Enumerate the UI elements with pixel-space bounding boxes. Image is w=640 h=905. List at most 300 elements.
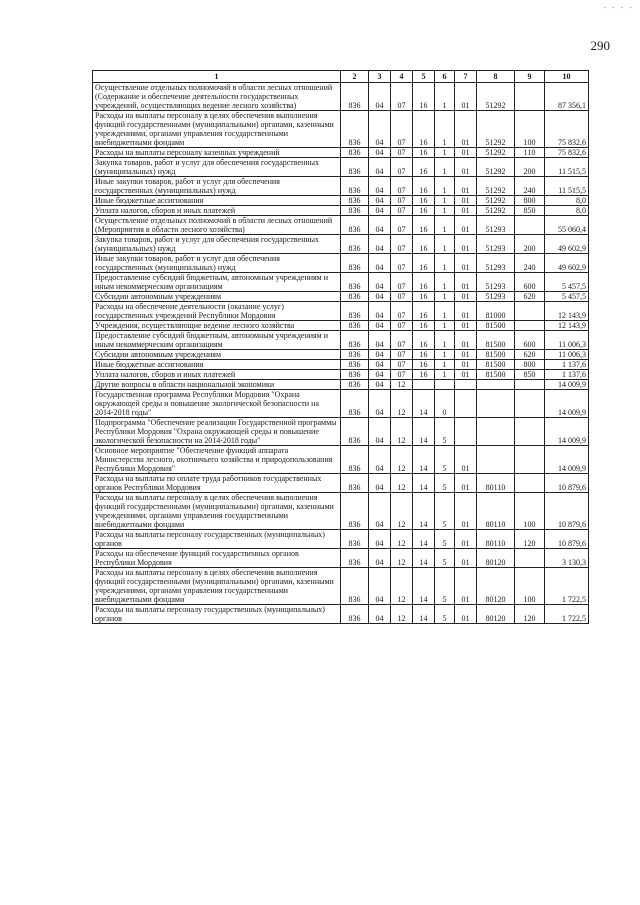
subsection-code-cell: 07 [391, 148, 413, 158]
subprogram-code-cell: 1 [435, 83, 455, 111]
subprogram-code-cell: 5 [435, 418, 455, 446]
program-code-cell: 16 [413, 360, 435, 370]
row-name-cell: Государственная программа Республики Мордовия "Охрана окружающей среды и повышение экологической безопасности на 2014-2018 годы" [93, 390, 341, 418]
direction-code-cell: 51292 [477, 196, 515, 206]
section-code-cell: 04 [369, 568, 391, 605]
page-number: 290 [590, 38, 610, 53]
program-code-cell: 14 [413, 446, 435, 474]
program-code-cell: 14 [413, 474, 435, 493]
row-name-cell: Предоставление субсидий бюджетным, автономным учреждениям и иным некоммерческим организациям [93, 331, 341, 350]
subprogram-code-cell: 5 [435, 530, 455, 549]
row-name-cell: Подпрограмма "Обеспечение реализации Государственной программы Республики Мордовия "Охрана окружающей среды и повышение экологической безопасности на 2014-2018 годы" [93, 418, 341, 446]
subprogram-code-cell: 5 [435, 446, 455, 474]
program-code-cell: 16 [413, 177, 435, 196]
table-row [93, 474, 589, 493]
activity-code-cell: 01 [455, 360, 477, 370]
expense-type-cell: 620 [515, 350, 545, 360]
ministry-code-cell: 836 [341, 273, 369, 292]
subsection-code-cell: 12 [391, 446, 413, 474]
expense-type-cell: 600 [515, 273, 545, 292]
section-code-cell: 04 [369, 158, 391, 177]
row-name-cell: Расходы на выплаты персоналу государственных (муниципальных) органов [93, 530, 341, 549]
row-name-cell: Расходы на обеспечение функций государственных органов Республики Мордовия [93, 549, 341, 568]
amount-cell: 1 722,5 [545, 605, 589, 624]
subprogram-code-cell: 0 [435, 390, 455, 418]
section-code-cell: 04 [369, 302, 391, 321]
direction-code-cell: 81500 [477, 360, 515, 370]
activity-code-cell: 01 [455, 177, 477, 196]
direction-code-cell [477, 390, 515, 418]
activity-code-cell [455, 418, 477, 446]
activity-code-cell: 01 [455, 446, 477, 474]
table-row [93, 148, 589, 158]
table-row [93, 177, 589, 196]
program-code-cell: 16 [413, 370, 435, 380]
section-code-cell: 04 [369, 605, 391, 624]
amount-cell: 12 143,9 [545, 321, 589, 331]
subprogram-code-cell: 5 [435, 493, 455, 530]
section-code-cell: 04 [369, 360, 391, 370]
subsection-code-cell: 07 [391, 360, 413, 370]
amount-cell: 75 832,6 [545, 111, 589, 148]
direction-code-cell: 51292 [477, 206, 515, 216]
ministry-code-cell: 836 [341, 380, 369, 390]
ministry-code-cell: 836 [341, 302, 369, 321]
program-code-cell: 16 [413, 158, 435, 177]
table-row [93, 196, 589, 206]
direction-code-cell: 81500 [477, 350, 515, 360]
table-row [93, 111, 589, 148]
program-code-cell: 16 [413, 273, 435, 292]
section-code-cell: 04 [369, 474, 391, 493]
direction-code-cell: 51293 [477, 235, 515, 254]
table-row [93, 216, 589, 235]
subsection-code-cell: 12 [391, 418, 413, 446]
amount-cell: 8,0 [545, 206, 589, 216]
section-code-cell: 04 [369, 331, 391, 350]
activity-code-cell: 01 [455, 605, 477, 624]
ministry-code-cell: 836 [341, 446, 369, 474]
amount-cell: 11 006,3 [545, 350, 589, 360]
program-code-cell: 16 [413, 302, 435, 321]
expense-type-cell: 600 [515, 331, 545, 350]
table-row [93, 446, 589, 474]
activity-code-cell: 01 [455, 530, 477, 549]
expense-type-cell: 620 [515, 292, 545, 302]
table-row [93, 493, 589, 530]
amount-cell: 14 009,9 [545, 390, 589, 418]
table-row [93, 235, 589, 254]
direction-code-cell: 80110 [477, 474, 515, 493]
row-name-cell: Осуществление отдельных полномочий в области лесных отношений (Мероприятия в области лесного хозяйства) [93, 216, 341, 235]
amount-cell: 10 879,6 [545, 530, 589, 549]
section-code-cell: 04 [369, 380, 391, 390]
activity-code-cell: 01 [455, 474, 477, 493]
direction-code-cell: 81500 [477, 331, 515, 350]
amount-cell: 55 060,4 [545, 216, 589, 235]
activity-code-cell: 01 [455, 111, 477, 148]
ministry-code-cell: 836 [341, 206, 369, 216]
expense-type-cell: 200 [515, 158, 545, 177]
table-row [93, 418, 589, 446]
expense-type-cell: 100 [515, 111, 545, 148]
row-name-cell: Другие вопросы в области национальной экономики [93, 380, 341, 390]
amount-cell: 3 130,3 [545, 549, 589, 568]
subsection-code-cell: 12 [391, 493, 413, 530]
row-name-cell: Расходы на обеспечение деятельности (оказание услуг) государственных учреждений Республики Мордовия [93, 302, 341, 321]
subsection-code-cell: 07 [391, 111, 413, 148]
subprogram-code-cell: 1 [435, 302, 455, 321]
row-name-cell: Закупка товаров, работ и услуг для обеспечения государственных (муниципальных) нужд [93, 158, 341, 177]
direction-code-cell [477, 446, 515, 474]
section-code-cell: 04 [369, 530, 391, 549]
ministry-code-cell: 836 [341, 568, 369, 605]
subprogram-code-cell: 1 [435, 360, 455, 370]
direction-code-cell: 80110 [477, 493, 515, 530]
expense-type-cell: 850 [515, 370, 545, 380]
subprogram-code-cell [435, 380, 455, 390]
table-row [93, 549, 589, 568]
activity-code-cell: 01 [455, 350, 477, 360]
section-code-cell: 04 [369, 206, 391, 216]
table-row [93, 292, 589, 302]
expense-type-cell: 110 [515, 148, 545, 158]
expense-type-cell: 800 [515, 196, 545, 206]
row-name-cell: Иные закупки товаров, работ и услуг для обеспечения государственных (муниципальных) нужд [93, 254, 341, 273]
amount-cell: 5 457,5 [545, 292, 589, 302]
ministry-code-cell: 836 [341, 321, 369, 331]
activity-code-cell: 01 [455, 206, 477, 216]
section-code-cell: 04 [369, 235, 391, 254]
expense-type-cell [515, 418, 545, 446]
table-row [93, 302, 589, 321]
ministry-code-cell: 836 [341, 530, 369, 549]
row-name-cell: Расходы на выплаты персоналу в целях обеспечения выполнения функций государственными (муниципальными) органами, казенными учреждениями, органами управления государственными внебюджетными фондами [93, 568, 341, 605]
subprogram-code-cell: 5 [435, 568, 455, 605]
direction-code-cell: 51293 [477, 292, 515, 302]
amount-cell: 49 602,9 [545, 254, 589, 273]
activity-code-cell: 01 [455, 302, 477, 321]
program-code-cell: 14 [413, 549, 435, 568]
ministry-code-cell: 836 [341, 196, 369, 206]
section-code-cell: 04 [369, 83, 391, 111]
section-code-cell: 04 [369, 370, 391, 380]
ministry-code-cell: 836 [341, 254, 369, 273]
subprogram-code-cell: 1 [435, 206, 455, 216]
subsection-code-cell: 07 [391, 196, 413, 206]
amount-cell: 14 009,9 [545, 446, 589, 474]
section-code-cell: 04 [369, 390, 391, 418]
subsection-code-cell: 07 [391, 273, 413, 292]
table-row [93, 530, 589, 549]
activity-code-cell: 01 [455, 83, 477, 111]
direction-code-cell: 51292 [477, 158, 515, 177]
header-cell: 7 [455, 71, 477, 83]
subprogram-code-cell: 1 [435, 350, 455, 360]
ministry-code-cell: 836 [341, 216, 369, 235]
expense-type-cell [515, 474, 545, 493]
direction-code-cell [477, 380, 515, 390]
section-code-cell: 04 [369, 321, 391, 331]
subsection-code-cell: 07 [391, 350, 413, 360]
expense-type-cell [515, 216, 545, 235]
ministry-code-cell: 836 [341, 111, 369, 148]
amount-cell: 49 602,9 [545, 235, 589, 254]
activity-code-cell: 01 [455, 235, 477, 254]
subprogram-code-cell: 1 [435, 254, 455, 273]
amount-cell: 10 879,6 [545, 474, 589, 493]
table-body [93, 83, 589, 624]
row-name-cell: Иные бюджетные ассигнования [93, 196, 341, 206]
program-code-cell [413, 380, 435, 390]
program-code-cell: 14 [413, 418, 435, 446]
subsection-code-cell: 07 [391, 302, 413, 321]
header-cell: 5 [413, 71, 435, 83]
activity-code-cell: 01 [455, 549, 477, 568]
amount-cell: 12 143,9 [545, 302, 589, 321]
program-code-cell: 14 [413, 390, 435, 418]
program-code-cell: 14 [413, 530, 435, 549]
row-name-cell: Расходы на выплаты по оплате труда работников государственных органов Республики Мордовия [93, 474, 341, 493]
table-row [93, 390, 589, 418]
subsection-code-cell: 07 [391, 292, 413, 302]
row-name-cell: Иные закупки товаров, работ и услуг для обеспечения государственных (муниципальных) нужд [93, 177, 341, 196]
table-row [93, 350, 589, 360]
row-name-cell: Расходы на выплаты персоналу казенных учреждений [93, 148, 341, 158]
subsection-code-cell: 12 [391, 605, 413, 624]
row-name-cell: Иные бюджетные ассигнования [93, 360, 341, 370]
header-cell: 9 [515, 71, 545, 83]
row-name-cell: Расходы на выплаты персоналу в целях обеспечения выполнения функций государственными (муниципальными) органами, казенными учреждениями, органами управления государственными внебюджетными фондами [93, 493, 341, 530]
subprogram-code-cell: 1 [435, 148, 455, 158]
expense-type-cell: 100 [515, 493, 545, 530]
header-cell: 4 [391, 71, 413, 83]
row-name-cell: Уплата налогов, сборов и иных платежей [93, 206, 341, 216]
amount-cell: 1 137,6 [545, 370, 589, 380]
expense-type-cell [515, 390, 545, 418]
amount-cell: 1 722,5 [545, 568, 589, 605]
subsection-code-cell: 12 [391, 380, 413, 390]
direction-code-cell: 51293 [477, 216, 515, 235]
section-code-cell: 04 [369, 549, 391, 568]
activity-code-cell: 01 [455, 216, 477, 235]
program-code-cell: 16 [413, 196, 435, 206]
subsection-code-cell: 07 [391, 83, 413, 111]
subsection-code-cell: 12 [391, 568, 413, 605]
subsection-code-cell: 07 [391, 158, 413, 177]
subprogram-code-cell: 1 [435, 196, 455, 206]
program-code-cell: 14 [413, 568, 435, 605]
program-code-cell: 16 [413, 235, 435, 254]
direction-code-cell [477, 418, 515, 446]
program-code-cell: 16 [413, 350, 435, 360]
section-code-cell: 04 [369, 446, 391, 474]
ministry-code-cell: 836 [341, 549, 369, 568]
subprogram-code-cell: 5 [435, 605, 455, 624]
expense-type-cell [515, 321, 545, 331]
section-code-cell: 04 [369, 273, 391, 292]
direction-code-cell: 51292 [477, 148, 515, 158]
direction-code-cell: 80120 [477, 549, 515, 568]
program-code-cell: 16 [413, 254, 435, 273]
section-code-cell: 04 [369, 148, 391, 158]
header-cell: 3 [369, 71, 391, 83]
activity-code-cell: 01 [455, 321, 477, 331]
amount-cell: 75 832,6 [545, 148, 589, 158]
expense-type-cell [515, 302, 545, 321]
header-cell: 1 [93, 71, 341, 83]
section-code-cell: 04 [369, 216, 391, 235]
program-code-cell: 16 [413, 148, 435, 158]
direction-code-cell: 81500 [477, 321, 515, 331]
ministry-code-cell: 836 [341, 235, 369, 254]
direction-code-cell: 51292 [477, 177, 515, 196]
direction-code-cell: 80120 [477, 605, 515, 624]
subprogram-code-cell: 1 [435, 321, 455, 331]
row-name-cell: Расходы на выплаты персоналу в целях обеспечения выполнения функций государственными (муниципальными) органами, казенными учреждениями, органами управления государственными внебюджетными фондами [93, 111, 341, 148]
subsection-code-cell: 12 [391, 390, 413, 418]
program-code-cell: 16 [413, 83, 435, 111]
header-cell: 10 [545, 71, 589, 83]
subsection-code-cell: 07 [391, 321, 413, 331]
subprogram-code-cell: 1 [435, 235, 455, 254]
expense-type-cell: 120 [515, 530, 545, 549]
expense-type-cell: 200 [515, 235, 545, 254]
amount-cell: 10 879,6 [545, 493, 589, 530]
table-row [93, 273, 589, 292]
ministry-code-cell: 836 [341, 350, 369, 360]
section-code-cell: 04 [369, 350, 391, 360]
program-code-cell: 16 [413, 321, 435, 331]
subprogram-code-cell: 5 [435, 549, 455, 568]
direction-code-cell: 51292 [477, 111, 515, 148]
program-code-cell: 14 [413, 605, 435, 624]
row-name-cell: Субсидии автономным учреждениям [93, 292, 341, 302]
subprogram-code-cell: 1 [435, 273, 455, 292]
program-code-cell: 16 [413, 111, 435, 148]
amount-cell: 11 006,3 [545, 331, 589, 350]
section-code-cell: 04 [369, 254, 391, 273]
direction-code-cell: 81500 [477, 370, 515, 380]
section-code-cell: 04 [369, 111, 391, 148]
subsection-code-cell: 12 [391, 474, 413, 493]
ministry-code-cell: 836 [341, 331, 369, 350]
ministry-code-cell: 836 [341, 474, 369, 493]
subprogram-code-cell: 1 [435, 331, 455, 350]
subprogram-code-cell: 1 [435, 158, 455, 177]
table-row [93, 370, 589, 380]
subprogram-code-cell: 1 [435, 216, 455, 235]
activity-code-cell: 01 [455, 331, 477, 350]
table-row [93, 254, 589, 273]
amount-cell: 11 515,5 [545, 158, 589, 177]
activity-code-cell: 01 [455, 196, 477, 206]
program-code-cell: 16 [413, 331, 435, 350]
activity-code-cell: 01 [455, 292, 477, 302]
ministry-code-cell: 836 [341, 148, 369, 158]
row-name-cell: Учреждения, осуществляющие ведение лесного хозяйства [93, 321, 341, 331]
row-name-cell: Предоставление субсидий бюджетным, автономным учреждениям и иным некоммерческим организациям [93, 273, 341, 292]
activity-code-cell [455, 380, 477, 390]
expense-type-cell: 850 [515, 206, 545, 216]
expense-type-cell: 800 [515, 360, 545, 370]
activity-code-cell: 01 [455, 158, 477, 177]
header-row [93, 71, 589, 83]
ministry-code-cell: 836 [341, 158, 369, 177]
program-code-cell: 16 [413, 206, 435, 216]
subprogram-code-cell: 1 [435, 292, 455, 302]
amount-cell: 14 009,9 [545, 380, 589, 390]
activity-code-cell [455, 390, 477, 418]
table-row [93, 331, 589, 350]
ministry-code-cell: 836 [341, 605, 369, 624]
amount-cell: 11 515,5 [545, 177, 589, 196]
ministry-code-cell: 836 [341, 83, 369, 111]
activity-code-cell: 01 [455, 254, 477, 273]
table-row [93, 321, 589, 331]
section-code-cell: 04 [369, 418, 391, 446]
subsection-code-cell: 07 [391, 370, 413, 380]
row-name-cell: Субсидии автономным учреждениям [93, 350, 341, 360]
ministry-code-cell: 836 [341, 292, 369, 302]
activity-code-cell: 01 [455, 568, 477, 605]
table-row [93, 206, 589, 216]
row-name-cell: Осуществление отдельных полномочий в области лесных отношений (Содержание и обеспечение деятельности государственных учреждений, осуществляющих ведение лесного хозяйства) [93, 83, 341, 111]
row-name-cell: Основное мероприятие "Обеспечение функций аппарата Министерства лесного, охотничьего хозяйства и природопользования Республики Мордовия" [93, 446, 341, 474]
amount-cell: 87 356,1 [545, 83, 589, 111]
budget-table [92, 70, 589, 624]
subsection-code-cell: 07 [391, 216, 413, 235]
subprogram-code-cell: 5 [435, 474, 455, 493]
subprogram-code-cell: 1 [435, 177, 455, 196]
header-cell: 2 [341, 71, 369, 83]
section-code-cell: 04 [369, 177, 391, 196]
activity-code-cell: 01 [455, 273, 477, 292]
expense-type-cell [515, 446, 545, 474]
program-code-cell: 16 [413, 292, 435, 302]
direction-code-cell: 51292 [477, 83, 515, 111]
expense-type-cell: 100 [515, 568, 545, 605]
ministry-code-cell: 836 [341, 360, 369, 370]
ministry-code-cell: 836 [341, 493, 369, 530]
table-row [93, 380, 589, 390]
subsection-code-cell: 12 [391, 530, 413, 549]
ministry-code-cell: 836 [341, 370, 369, 380]
expense-type-cell: 120 [515, 605, 545, 624]
table-row [93, 360, 589, 370]
program-code-cell: 16 [413, 216, 435, 235]
section-code-cell: 04 [369, 292, 391, 302]
expense-type-cell [515, 83, 545, 111]
subsection-code-cell: 07 [391, 177, 413, 196]
table-row [93, 568, 589, 605]
program-code-cell: 14 [413, 493, 435, 530]
subsection-code-cell: 07 [391, 235, 413, 254]
header-cell: 6 [435, 71, 455, 83]
ministry-code-cell: 836 [341, 177, 369, 196]
amount-cell: 8,0 [545, 196, 589, 206]
ministry-code-cell: 836 [341, 390, 369, 418]
expense-type-cell [515, 380, 545, 390]
section-code-cell: 04 [369, 493, 391, 530]
amount-cell: 1 137,6 [545, 360, 589, 370]
subsection-code-cell: 07 [391, 206, 413, 216]
table-row [93, 158, 589, 177]
amount-cell: 14 009,9 [545, 418, 589, 446]
corner-mark: - - - - [603, 3, 634, 12]
expense-type-cell [515, 549, 545, 568]
table-row [93, 83, 589, 111]
